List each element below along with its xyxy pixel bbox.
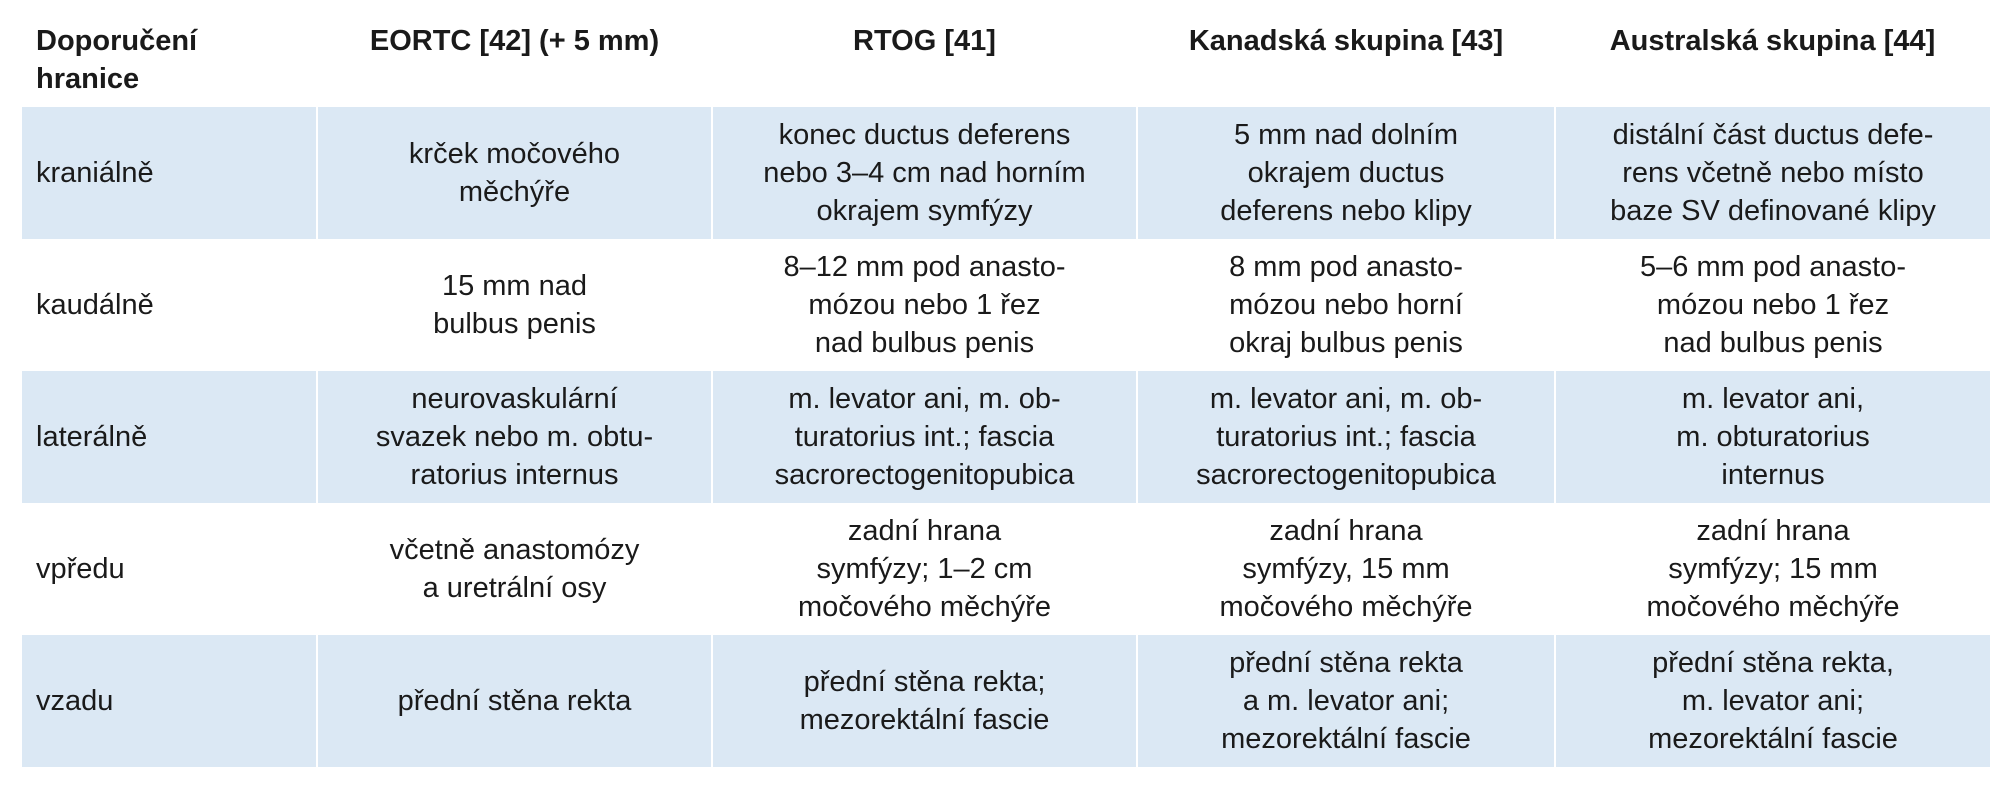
table-cell: přední stěna rekta, m. levator ani; mezorektální fascie xyxy=(1555,635,1990,767)
guideline-table-container xyxy=(22,4,1990,767)
table-header-row xyxy=(22,4,1990,107)
row-label: vzadu xyxy=(22,635,317,767)
header-recommended-borders: Doporučení hranice xyxy=(36,25,198,95)
table-cell: neurovaskulární svazek nebo m. obtu- ratorius internus xyxy=(317,371,712,503)
header-canadian-group: Kanadská skupina [43] xyxy=(1188,25,1504,57)
table-cell: distální část ductus defe- rens včetně nebo místo baze SV definované klipy xyxy=(1555,107,1990,239)
header-rtog: RTOG [41] xyxy=(853,25,996,57)
header-eortc: EORTC [42] (+ 5 mm) xyxy=(369,25,660,57)
table-cell: m. levator ani, m. ob- turatorius int.; fascia sacrorectogenitopubica xyxy=(712,371,1137,503)
table-cell: 8–12 mm pod anasto- mózou nebo 1 řez nad bulbus penis xyxy=(712,239,1137,371)
table-cell: 5 mm nad dolním okrajem ductus deferens nebo klipy xyxy=(1137,107,1555,239)
table-cell: zadní hrana symfýzy, 15 mm močového měchýře xyxy=(1137,503,1555,635)
table-row-anterior xyxy=(22,503,1990,635)
header-australian-group: Australská skupina [44] xyxy=(1609,25,1936,57)
table-cell: m. levator ani, m. obturatorius internus xyxy=(1555,371,1990,503)
table-row-caudal xyxy=(22,239,1990,371)
table-cell: včetně anastomózy a uretrální osy xyxy=(317,503,712,635)
table-row-posterior xyxy=(22,635,1990,767)
table-cell: přední stěna rekta xyxy=(317,635,712,767)
table-cell: přední stěna rekta a m. levator ani; mezorektální fascie xyxy=(1137,635,1555,767)
table-cell: zadní hrana symfýzy; 1–2 cm močového měchýře xyxy=(712,503,1137,635)
row-label: vpředu xyxy=(36,553,125,585)
row-label: laterálně xyxy=(22,371,317,503)
table-cell: přední stěna rekta; mezorektální fascie xyxy=(712,635,1137,767)
table-cell: konec ductus deferens nebo 3–4 cm nad horním okrajem symfýzy xyxy=(712,107,1137,239)
table-cell: 5–6 mm pod anasto- mózou nebo 1 řez nad bulbus penis xyxy=(1555,239,1990,371)
table-cell: m. levator ani, m. ob- turatorius int.; fascia sacrorectogenitopubica xyxy=(1137,371,1555,503)
contouring-guidelines-table xyxy=(22,4,1990,767)
table-row-cranial xyxy=(22,107,1990,239)
table-cell: zadní hrana symfýzy; 15 mm močového měchýře xyxy=(1555,503,1990,635)
table-cell: krček močového měchýře xyxy=(317,107,712,239)
table-row-lateral xyxy=(22,371,1990,503)
row-label: kraniálně xyxy=(22,107,317,239)
table-cell: 15 mm nad bulbus penis xyxy=(317,239,712,371)
row-label: kaudálně xyxy=(36,289,154,321)
table-cell: 8 mm pod anasto- mózou nebo horní okraj bulbus penis xyxy=(1137,239,1555,371)
